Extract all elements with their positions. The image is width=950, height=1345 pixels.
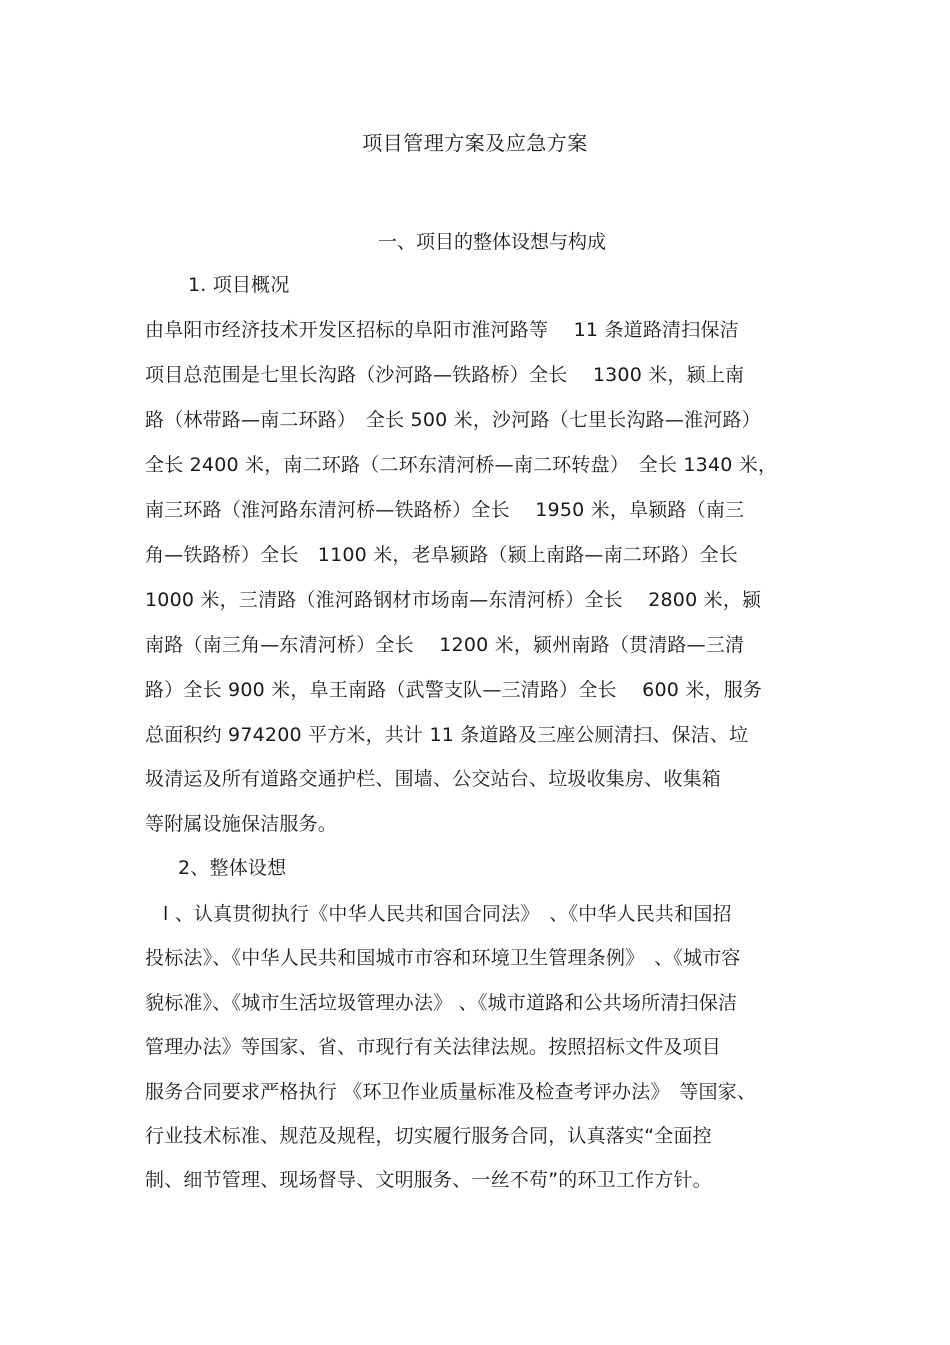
paragraph-line: 圾清运及所有道路交通护栏、围墙、公交站台、垃圾收集房、收集箱 bbox=[145, 768, 722, 790]
subsection-heading-overview: 1. 项目概况 bbox=[188, 274, 290, 296]
section-heading: 一、项目的整体设想与构成 bbox=[378, 231, 607, 253]
paragraph-line: 貌标准》、《城市生活垃圾管理办法》 、《城市道路和公共场所清扫保洁 bbox=[145, 992, 738, 1014]
paragraph-line: 路）全长 900 米，阜王南路（武警支队—三清路）全长 600 米，服务 bbox=[145, 679, 763, 701]
paragraph-line: 服务合同要求严格执行 《环卫作业质量标准及检查考评办法》 等国家、 bbox=[145, 1081, 757, 1103]
subsection-heading-concept: 2、整体设想 bbox=[178, 857, 287, 879]
paragraph-line: 南路（南三角—东清河桥）全长 1200 米，颍州南路（贯清路—三清 bbox=[145, 634, 745, 656]
paragraph-line: 南三环路（淮河路东清河桥—铁路桥）全长 1950 米，阜颍路（南三 bbox=[145, 499, 745, 521]
paragraph-line: 全长 2400 米，南二环路（二环东清河桥—南二环转盘） 全长 1340 米， bbox=[145, 454, 778, 476]
paragraph-line: 1000 米，三清路（淮河路钢材市场南—东清河桥）全长 2800 米，颍 bbox=[145, 589, 762, 611]
paragraph-line: l 、认真贯彻执行《中华人民共和国合同法》 、《中华人民共和国招 bbox=[163, 903, 732, 925]
paragraph-line: 投标法》、《中华人民共和国城市市容和环境卫生管理条例》 、《城市容 bbox=[145, 947, 741, 969]
paragraph-line: 管理办法》等国家、省、市现行有关法律法规。按照招标文件及项目 bbox=[145, 1036, 722, 1058]
paragraph-line: 制、细节管理、现场督导、文明服务、一丝不苟”的环卫工作方针。 bbox=[145, 1169, 712, 1191]
paragraph-line: 角—铁路桥）全长 1100 米，老阜颍路（颍上南路—南二环路）全长 bbox=[145, 544, 738, 566]
paragraph-line: 总面积约 974200 平方米，共计 11 条道路及三座公厕清扫、保洁、垃 bbox=[145, 724, 749, 746]
paragraph-line: 行业技术标准、规范及规程，切实履行服务合同，认真落实“全面控 bbox=[145, 1125, 712, 1147]
paragraph-line: 由阜阳市经济技术开发区招标的阜阳市淮河路等 11 条道路清扫保洁 bbox=[145, 319, 739, 341]
document-title: 项目管理方案及应急方案 bbox=[362, 131, 588, 155]
paragraph-line: 项目总范围是七里长沟路（沙河路—铁路桥）全长 1300 米，颍上南 bbox=[145, 364, 745, 386]
paragraph-line: 等附属设施保洁服务。 bbox=[145, 813, 338, 835]
paragraph-line: 路（林带路—南二环路） 全长 500 米，沙河路（七里长沟路—淮河路） bbox=[145, 409, 761, 431]
